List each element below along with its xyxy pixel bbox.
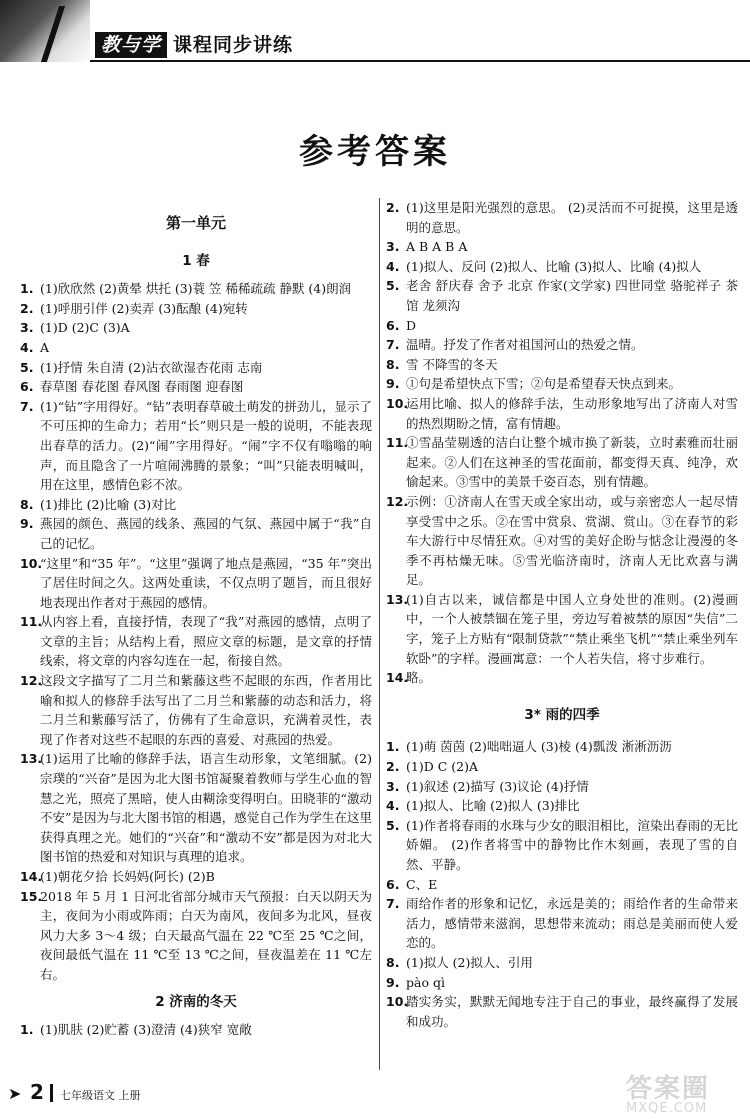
answer-number: 13. [20,751,43,767]
answer-item [20,397,372,495]
answer-number: 5. [386,817,400,833]
answer-text: (1)朝花夕拾 长妈妈(阿长) (2)B [40,869,215,884]
answer-number: 9. [386,974,400,990]
answer-list [386,198,738,688]
answer-number: 5. [20,359,34,375]
answer-number: 12. [20,673,43,689]
series-brand [95,30,293,57]
answer-item [20,867,372,887]
page-title: 参考答案 [299,132,451,172]
answer-item [386,737,738,757]
answer-item [20,299,372,319]
answer-item [386,394,738,433]
header-decoration [0,0,90,62]
answer-item [20,358,372,378]
arrow-icon: ➤ [8,1084,22,1103]
answer-text: 示例：①济南人在雪天或全家出动，或与亲密恋人一起尽情享受雪中之乐。②在雪中赏泉、赏湖、赏山。③在春节的彩车大游行中尽情狂欢。④对雪的美好企盼与惦念让漫漫的冬季不再枯燥无味。⑤雪光临济南时，济南人无比欢喜与满足。 [406,493,738,588]
section-heading: 1 春 [182,252,210,269]
answer-number: 10. [386,994,409,1010]
answer-item [20,1020,372,1040]
answer-number: 10. [386,395,409,411]
answer-text: 踏实务实，默默无闻地专注于自己的事业，最终赢得了发展和成功。 [406,994,738,1029]
answer-number: 13. [386,591,409,607]
answer-text: 燕园的颜色、燕园的线条、燕园的气氛、燕园中属于“我”自己的记忆。 [40,516,372,551]
answer-text: ①雪晶莹剔透的洁白让整个城市换了新装，立时素雅而壮丽起来。②人们在这神圣的雪花面前，都变得天真、纯净，欢愉起来。③雪中的美景千姿百态，别有情趣。 [406,435,738,490]
answer-item [386,875,738,895]
answer-text: (1)拟人 (2)拟人、引用 [406,954,533,970]
answer-item [386,355,738,375]
answer-number: 8. [386,356,400,372]
watermark-url: MXQE.COM [626,1101,708,1116]
answer-number: 11. [20,614,43,630]
answer-text: (1)叙述 (2)描写 (3)议论 (4)抒情 [406,778,589,794]
answer-number: 3. [386,778,400,794]
answer-item [20,887,372,985]
answer-number: 8. [20,496,34,512]
answer-number: 7. [386,337,400,353]
answer-item [20,671,372,749]
book-label: 七年级语文 上册 [60,1089,141,1102]
answer-number: 1. [20,1022,34,1038]
column-divider [379,198,380,1070]
answer-item [386,757,738,777]
answer-item [386,796,738,816]
answer-text: (1)D C (2)A [406,759,478,775]
page-header [0,0,750,72]
answer-item [386,953,738,973]
answer-text: (1)欣欣然 (2)黄晕 烘托 (3)蓑 笠 稀稀疏疏 静默 (4)朗润 [40,281,352,297]
answer-number: 3. [386,239,400,255]
answer-number: 6. [386,876,400,892]
page-number: 2 [30,1080,44,1104]
answer-item [20,554,372,613]
answer-text: (1)这里是阳光强烈的意思。 (2)灵活而不可捉摸，这里是透明的意思。 [406,200,738,235]
answer-list [20,279,372,984]
answer-text: pào qì [406,974,445,990]
answer-text: (1)作者将春雨的水珠与少女的眼泪相比，渲染出春雨的无比娇媚。 (2)作者将雪中的静物比作木刻画，表现了雪的自然、平静。 [406,817,738,872]
series-logo: 教与学 [95,32,167,58]
answer-text: 春草图 春花图 春风图 春雨图 迎春图 [40,379,244,395]
answer-text: (1)D (2)C (3)A [40,320,130,336]
right-column [386,198,738,1031]
answer-text: “这里”和“35 年”。“这里”强调了地点是燕园，“35 年”突出了居住时间之久。这两处重读，不仅点明了题旨，而且很好地表现出作者对于燕园的感情。 [40,555,372,610]
answer-text: C、E [406,876,438,892]
answer-text: 雪 不降雪的冬天 [406,356,498,372]
answer-item [386,992,738,1031]
answer-number: 3. [20,320,34,336]
answer-text: 2018 年 5 月 1 日河北省部分城市天气预报：白天以阴天为主，夜间为小雨或阵雨；白天为南风，夜间多为北风，昼夜风力大多 3～4 级；白天最高气温在 22 ℃至 25 ℃之间，夜间最低气温在 11 ℃至 13 ℃之间，昼夜温差在 11 ℃左右。 [40,888,372,982]
answer-item [386,276,738,315]
answer-text: A B A B A [406,239,468,255]
answer-number: 14. [386,670,409,686]
answer-item [386,335,738,355]
answer-text: (1)运用了比喻的修辞手法，语言生动形象，文笔细腻。(2)宗璞的“兴奋”是因为北大图书馆凝聚着教师与学生心血的智慧之光，照亮了黑暗，使人由糊涂变得明白。田晓菲的“激动不安”是因为与北大图书馆的相遇，感觉自己作为学生在这里获得真理之光。她们的“兴奋”和“激动不安”都是因为对北大图书馆的热爱和对知识与真理的追求。 [40,751,372,865]
answer-number: 12. [386,493,409,509]
left-column [20,210,372,1040]
answer-number: 1. [386,739,400,755]
answer-number: 14. [20,869,43,884]
answer-text: 雨给作者的形象和记忆，永远是美的；雨给作者的生命带来活力，感情带来滋润，思想带来流动；雨总是美丽而使人爱恋的。 [406,896,738,951]
answer-item [20,495,372,515]
answer-number: 2. [386,759,400,775]
answer-item [386,374,738,394]
answer-text: (1)“钻”字用得好。“钻”表明春草破土萌发的拼劲儿，显示了不可压抑的生命力；若用“长”则只是一般的说明，不能表现出春草的活力。(2)“闹”字用得好。“闹”字不仅有嗡嗡的响声，而且隐含了一片喧闹沸腾的景象；“叫”只能表明喊叫，用在这里，感情色彩不浓。 [40,398,372,493]
answer-item [20,279,372,299]
answer-number: 4. [386,798,400,814]
answer-number: 4. [386,258,400,274]
section-heading: 3* 雨的四季 [524,706,600,723]
answer-text: 运用比喻、拟人的修辞手法，生动形象地写出了济南人对雪的热烈期盼之情，富有情趣。 [406,395,738,431]
answer-number: 4. [20,339,34,355]
answer-item [386,198,738,237]
answer-number: 9. [386,376,400,392]
answer-item [386,816,738,875]
answer-text: (1)排比 (2)比喻 (3)对比 [40,496,177,512]
section-heading: 2 济南的冬天 [155,993,237,1010]
answer-item [20,318,372,338]
answer-text: 这段文字描写了二月兰和紫藤这些不起眼的东西，作者用比喻和拟人的修辞手法写出了二月兰和紫藤的动态和活力，将二月兰和紫藤写活了，仿佛有了生命意识，充满着灵性，表现了作者对这些不起眼的东西的喜爱、对燕园的热爱。 [40,673,372,747]
answer-item [386,492,738,590]
answer-number: 7. [20,398,34,414]
answer-number: 2. [386,200,400,215]
answer-item [386,433,738,492]
answer-item [20,514,372,553]
answer-text: (1)肌肤 (2)贮蓄 (3)澄清 (4)狭窄 宽敞 [40,1022,252,1038]
answer-number: 15. [20,888,43,904]
answer-item [386,316,738,336]
answer-text: (1)拟人、反问 (2)拟人、比喻 (3)拟人、比喻 (4)拟人 [406,258,702,274]
answer-number: 9. [20,516,34,532]
answer-item [386,777,738,797]
answer-text: (1)萌 茵茵 (2)咄咄逼人 (3)棱 (4)瓢泼 淅淅沥沥 [406,739,672,755]
answer-text: 略。 [406,670,432,686]
watermark [626,1068,744,1114]
answer-text: (1)抒情 朱自清 (2)沾衣欲湿杏花雨 志南 [40,359,263,375]
header-rule [90,60,750,62]
answer-number: 7. [386,896,400,912]
answer-number: 2. [20,300,34,316]
answer-number: 1. [20,281,34,297]
answer-item [386,590,738,668]
answer-number: 10. [20,555,43,571]
answer-text: (1)拟人、比喻 (2)拟人 (3)排比 [406,798,580,814]
answer-number: 6. [20,379,34,395]
answer-number: 6. [386,317,400,333]
answer-text: 老舍 舒庆春 舍予 北京 作家(文学家) 四世同堂 骆驼祥子 茶馆 龙须沟 [406,278,738,313]
answer-text: 从内容上看，直接抒情，表现了“我”对燕园的感情，点明了文章的主旨；从结构上看，照应文章的标题，是文章的抒情线索，将文章的内容勾连在一起，衔接自然。 [40,614,372,669]
footer-bar [50,1084,53,1102]
series-name: 课程同步讲练 [173,34,294,56]
answer-number: 5. [386,278,400,294]
answer-item [386,973,738,993]
answer-item [20,749,372,867]
answer-item [20,377,372,397]
answer-item [386,257,738,277]
answer-list [386,737,738,1031]
answer-text: (1)呼朋引伴 (2)卖弄 (3)酝酿 (4)宛转 [40,300,248,316]
answer-item [20,612,372,671]
answer-text: 温晴。抒发了作者对祖国河山的热爱之情。 [406,337,644,353]
answer-text: ①句是希望快点下雪；②句是希望春天快点到来。 [406,376,682,392]
answer-number: 8. [386,954,400,970]
answer-number: 11. [386,435,409,451]
answer-text: (1)自古以来，诚信都是中国人立身处世的准则。(2)漫画中，一个人被禁锢在笼子里，旁边写着被禁的原因“失信”二字，笼子上方贴有“限制贷款”“禁止乘坐飞机”“禁止乘坐列车软卧”的字样。漫画寓意：一个人若失信，将寸步难行。 [406,591,738,666]
answer-item [386,237,738,257]
answer-list [20,1020,372,1040]
answer-text: A [40,339,50,355]
answer-item [386,894,738,953]
answer-item [20,338,372,358]
watermark-text: 答案圈 [626,1074,711,1104]
unit-heading: 第一单元 [165,214,226,232]
answer-text: D [406,317,417,333]
answer-item [386,668,738,688]
